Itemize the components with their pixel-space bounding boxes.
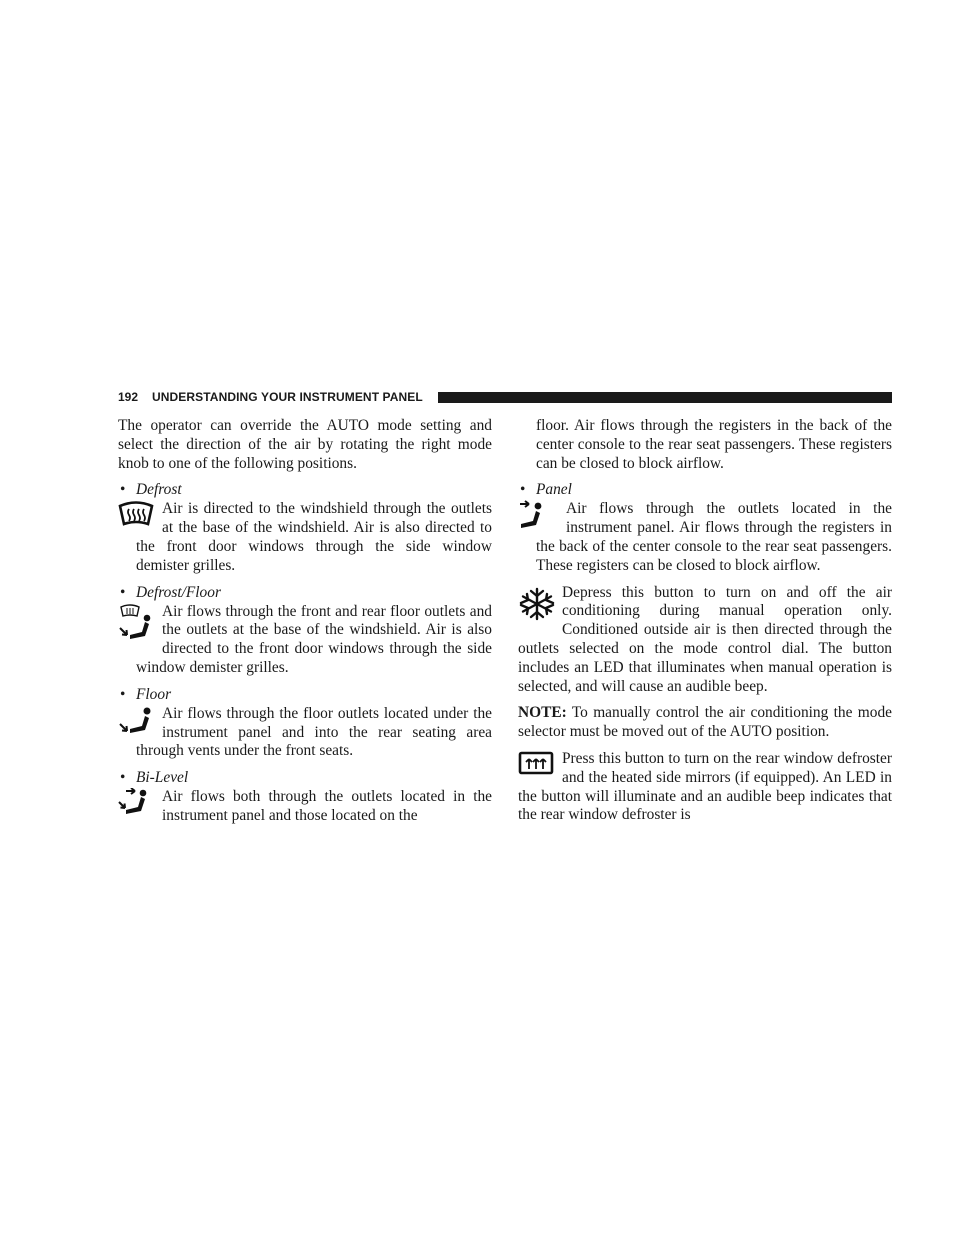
mode-heading-floor: • Floor: [120, 685, 172, 703]
section-title: UNDERSTANDING YOUR INSTRUMENT PANEL: [152, 390, 423, 404]
header-rule: [438, 392, 892, 403]
note-label: NOTE:: [518, 704, 567, 722]
mode-heading-panel: • Panel: [520, 481, 572, 499]
rear-defrost-icon: [518, 750, 556, 780]
page-number: 192: [118, 390, 139, 404]
mode-heading-defrost-floor: • Defrost/Floor: [120, 583, 221, 601]
mode-heading-defrost: • Defrost: [120, 481, 182, 499]
left-column: [118, 417, 492, 834]
mode-defrost: Air is directed to the windshield through the outlets at the base of the windshield. Air is also directed to the front door windows through the side window demister grilles.: [136, 500, 492, 575]
panel-icon: [518, 500, 558, 536]
snowflake-icon: [518, 584, 556, 624]
bi-level-icon: [118, 788, 154, 824]
right-column: [518, 417, 892, 833]
ac-button-description: Depress this button to turn on and off the air conditioning during manual operation only. Conditioned outside air is then directed through the outlets selected on the mode control dial. The button includes an LED that illuminates when manual operation is selected, and will cause an audible beep.: [518, 583, 892, 695]
defrost-icon: [118, 500, 158, 532]
mode-defrost-floor: Air flows through the front and rear floor outlets and the outlets at the base of the windshield. Air is also directed to the front door windows through the side window demister grilles.: [136, 603, 492, 678]
mode-panel: Air flows through the outlets located in the instrument panel. Air flows through the registers in the back of the center console to the rear seat passengers. These registers can be closed to block airflow.: [536, 500, 892, 575]
note-paragraph: [518, 704, 892, 742]
floor-icon: [118, 705, 154, 741]
mode-bi-level: Air flows both through the outlets located in the instrument panel and those located on the: [136, 788, 492, 826]
defrost-floor-icon: [118, 603, 154, 643]
mode-floor: Air flows through the floor outlets located under the instrument panel and into the rear seating area through vents under the front seats.: [136, 705, 492, 761]
continuation-paragraph: floor. Air flows through the registers in the back of the center console to the rear seat passengers. These registers can be closed to block airflow.: [536, 417, 892, 472]
page-header: [118, 389, 892, 405]
rear-defrost-description: Press this button to turn on the rear window defroster and the heated side mirrors (if equipped). An LED in the button will illuminate and an audible beep indicates that the rear window defroster is: [518, 749, 892, 824]
intro-paragraph: The operator can override the AUTO mode setting and select the direction of the air by rotating the right mode knob to one of the following positions.: [118, 417, 492, 472]
mode-heading-bi-level: • Bi-Level: [120, 769, 189, 787]
note-text: To manually control the air conditioning the mode selector must be moved out of the AUTO position.: [518, 704, 892, 741]
